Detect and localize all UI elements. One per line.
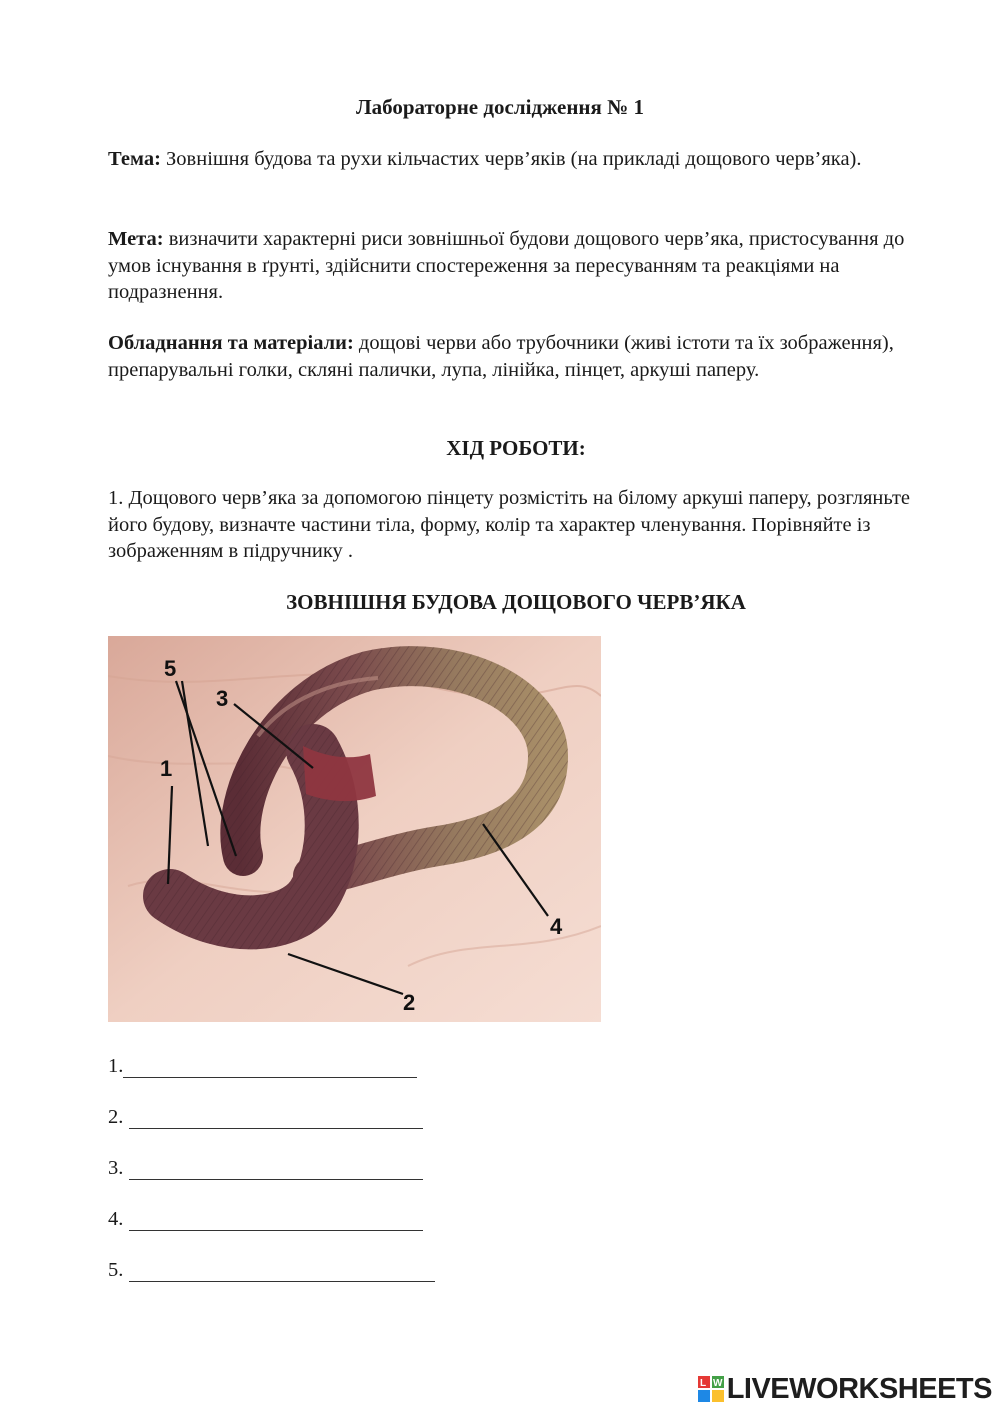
answer-row-2 <box>108 1101 423 1129</box>
earthworm-illustration <box>108 636 601 1022</box>
equipment-text: дощові черви або трубочники (живі істоти та їх зображення), препарувальні голки, скляні палички, лупа, лінійка, пінцет, аркуші паперу. <box>108 332 894 381</box>
goal-text: визначити характерні риси зовнішньої будови дощового черв’яка, пристосування до умов існування в ґрунті, здійснити спостереження за пересуванням та реакціями на подразнення. <box>108 228 905 303</box>
answer-field-1[interactable] <box>123 1057 417 1078</box>
liveworksheets-footer[interactable] <box>697 1372 992 1406</box>
liveworksheets-logo-icon <box>697 1375 725 1403</box>
answer-number-1: 1. <box>108 1055 124 1077</box>
answer-field-5[interactable] <box>129 1261 435 1282</box>
figure-label-2: 2 <box>403 990 416 1015</box>
answer-row-1 <box>108 1050 417 1078</box>
answer-row-4 <box>108 1203 423 1231</box>
page-title: Лабораторне дослідження № 1 <box>355 95 644 119</box>
topic-text: Зовнішня будова та рухи кільчастих черв’яків (на прикладі дощового черв’яка). <box>160 148 862 170</box>
procedure-heading: ХІД РОБОТИ: <box>446 436 586 460</box>
answer-field-2[interactable] <box>129 1108 423 1129</box>
answer-number-2: 2. <box>108 1106 129 1128</box>
figure-heading: ЗОВНІШНЯ БУДОВА ДОЩОВОГО ЧЕРВ’ЯКА <box>286 590 746 614</box>
logo-letter-w: W <box>712 1378 723 1389</box>
brand-name: LIVEWORKSHEETS <box>726 1372 992 1405</box>
figure-label-5: 5 <box>164 656 177 681</box>
answer-number-4: 4. <box>108 1208 129 1230</box>
answer-field-3[interactable] <box>129 1159 423 1180</box>
answer-row-3 <box>108 1152 423 1180</box>
topic-label: Тема: <box>108 148 161 170</box>
figure-label-1: 1 <box>160 756 173 781</box>
logo-letter-l: L <box>699 1378 706 1389</box>
step-1-paragraph: 1. Дощового черв’яка за допомогою пінцету розмістіть на білому аркуші паперу, розгляньте його будову, визначте частини тіла, форму, колір та характер членування. Порівняйте із зображенням в підручнику . <box>108 487 911 562</box>
figure-label-3: 3 <box>216 686 229 711</box>
goal-paragraph <box>108 226 918 306</box>
figure-label-4: 4 <box>550 914 563 939</box>
answer-field-4[interactable] <box>129 1210 423 1231</box>
answer-number-3: 3. <box>108 1157 129 1179</box>
topic-paragraph <box>108 146 918 173</box>
goal-label: Мета: <box>108 228 164 250</box>
earthworm-photo <box>108 636 601 1022</box>
equipment-paragraph <box>108 330 918 383</box>
equipment-label: Обладнання та матеріали: <box>108 332 354 354</box>
answer-row-5 <box>108 1254 435 1282</box>
answer-number-5: 5. <box>108 1259 129 1281</box>
